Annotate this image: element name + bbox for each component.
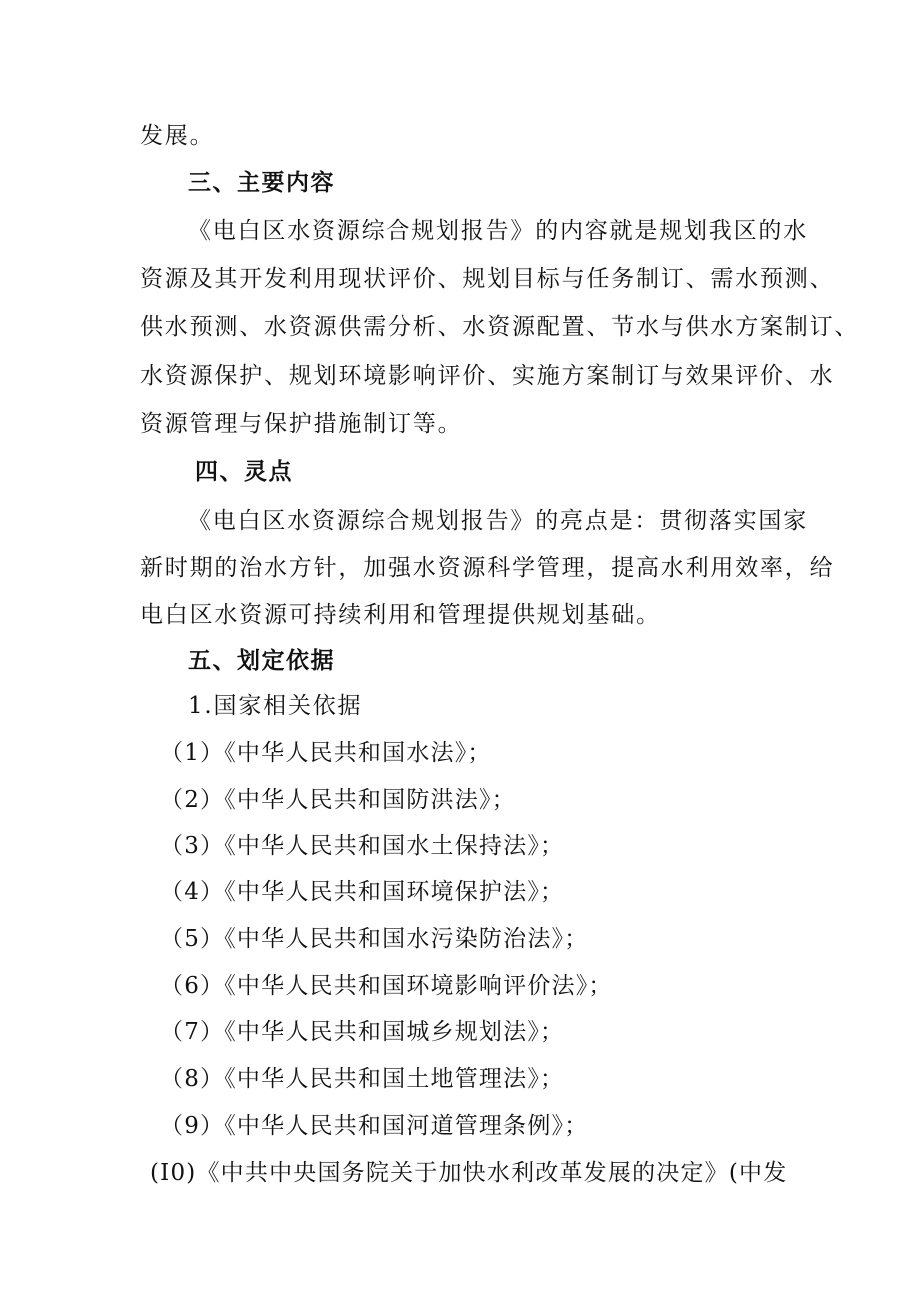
paragraph-line: 《电白区水资源综合规划报告》的亮点是：贯彻落实国家 [188,508,808,534]
list-item: （8）《中华人民共和国土地管理法》； [160,1066,565,1092]
subheading-national-basis: 1.国家相关依据 [188,693,363,719]
list-item: （2）《中华人民共和国防洪法》； [160,787,516,813]
paragraph-line: 供水预测、水资源供需分析、水资源配置、节水与供水方案制订、 [140,314,860,340]
paragraph-line: 资源管理与保护措施制订等。 [140,411,463,437]
paragraph-line: 新时期的治水方针，加强水资源科学管理，提高水利用效率，给 [140,555,835,581]
list-item: （6）《中华人民共和国环境影响评价法》； [160,973,613,999]
list-item: （9）《中华人民共和国河道管理条例》； [160,1113,589,1139]
list-item: （5）《中华人民共和国水污染防治法》； [160,926,589,952]
paragraph-line: 水资源保护、规划环境影响评价、实施方案制订与效果评价、水 [140,363,835,389]
section-heading-main-content: 三、主要内容 [188,170,335,196]
section-heading-basis: 五、划定依据 [188,648,335,674]
list-item: （4）《中华人民共和国环境保护法》； [160,879,565,905]
paragraph-line: 《电白区水资源综合规划报告》的内容就是规划我区的水 [188,218,808,244]
list-item: （7）《中华人民共和国城乡规划法》； [160,1019,565,1045]
list-item: (I0)《中共中央国务院关于加快水利改革发展的决定》(中发 [150,1160,788,1186]
section-heading-highlights: 四、灵点 [195,459,293,485]
list-item: （3）《中华人民共和国水土保持法》； [160,833,565,859]
list-item: （1）《中华人民共和国水法》； [160,740,492,766]
continuation-text: 发展。 [140,123,215,149]
paragraph-line: 电白区水资源可持续利用和管理提供规划基础。 [140,602,661,628]
paragraph-line: 资源及其开发利用现状评价、规划目标与任务制订、需水预测、 [140,266,835,292]
